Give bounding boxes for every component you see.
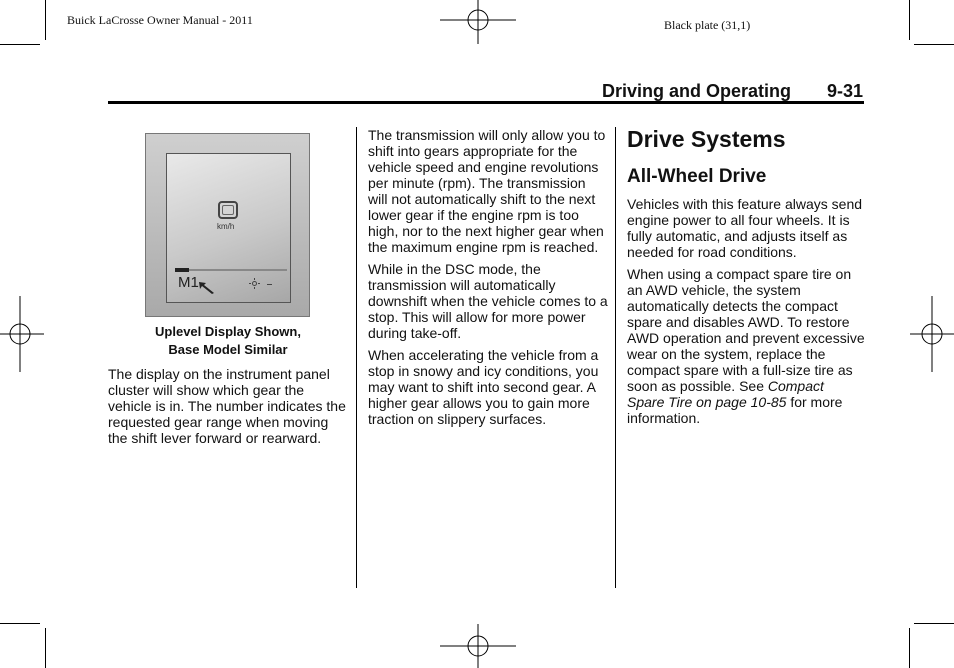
column-divider-right	[615, 127, 616, 588]
header-rule	[108, 101, 864, 104]
registration-mark-right	[910, 296, 954, 372]
page-number: 9-31	[827, 81, 864, 101]
dash-indicator	[267, 284, 272, 285]
col3-paragraph-2-text: When using a compact spare tire on an AWD vehicle, the system automatically detects the compact spare and disables AWD. To restore AWD operation and prevent excessive wear on the system, replace the compact spare with a full-size tire as soon as possible. See	[627, 266, 865, 394]
col3-paragraph-1: Vehicles with this feature always send engine power to all four wheels. It is fully automatic, and adjusts itself as needed for road conditions.	[627, 196, 863, 260]
arrow-pointer-icon	[198, 281, 216, 295]
gear-indicator: M1	[178, 274, 199, 291]
col2-paragraph-1: The transmission will only allow you to shift into gears appropriate for the vehicle speed and engine revolutions per minute (rpm). The transmission will not automatically shift to the next lower gear if the engine rpm is too high, nor to the next higher gear when the maximum engine rpm is reached.	[368, 127, 606, 255]
caption-line-1: Uplevel Display Shown,	[155, 324, 301, 339]
crop-mark-top-left-horizontal	[0, 44, 40, 45]
section-title: Driving and Operating	[602, 81, 792, 101]
crop-mark-top-left-vertical	[45, 0, 46, 40]
column-3	[627, 126, 865, 432]
crop-mark-top-right-horizontal	[914, 44, 954, 45]
caption-line-2: Base Model Similar	[168, 342, 288, 357]
figure-caption	[108, 323, 348, 359]
instrument-display-figure	[145, 133, 310, 317]
display-screen	[166, 153, 291, 303]
registration-mark-top	[440, 0, 516, 48]
column-2	[368, 127, 608, 433]
col3-paragraph-2-end: for more information.	[627, 394, 843, 426]
all-wheel-drive-heading: All-Wheel Drive	[627, 166, 767, 187]
crop-mark-top-right-vertical	[909, 0, 910, 40]
crop-mark-bottom-left-horizontal	[0, 623, 40, 624]
speed-indicator-icon	[218, 201, 238, 219]
plate-label: Black plate (31,1)	[664, 18, 751, 32]
column-divider-left	[356, 127, 357, 588]
crop-mark-bottom-left-vertical	[45, 628, 46, 668]
col2-paragraph-2: While in the DSC mode, the transmission will automatically downshift when the vehicle comes to a stop. This will allow for more power during take-off.	[368, 261, 608, 341]
drive-systems-heading: Drive Systems	[627, 126, 786, 152]
sun-icon	[249, 278, 260, 289]
col3-paragraph-2	[627, 266, 865, 426]
progress-fill	[175, 268, 189, 272]
col1-paragraph: The display on the instrument panel cluster will show which gear the vehicle is in. The number indicates the requested gear range when moving the shift lever forward or rearward.	[108, 366, 346, 446]
crop-mark-bottom-right-horizontal	[914, 623, 954, 624]
progress-track	[175, 269, 287, 271]
compact-spare-tire-link[interactable]: Compact Spare Tire on page 10-85	[627, 378, 824, 410]
crop-mark-bottom-right-vertical	[909, 628, 910, 668]
manual-title: Buick LaCrosse Owner Manual - 2011	[67, 13, 253, 27]
registration-mark-left	[0, 296, 44, 372]
registration-mark-bottom	[440, 620, 516, 668]
col2-paragraph-3: When accelerating the vehicle from a stop in snowy and icy conditions, you may want to shift into second gear. A higher gear allows you to gain more traction on slippery surfaces.	[368, 347, 599, 427]
speed-unit: km/h	[217, 222, 235, 231]
column-1	[108, 366, 348, 452]
